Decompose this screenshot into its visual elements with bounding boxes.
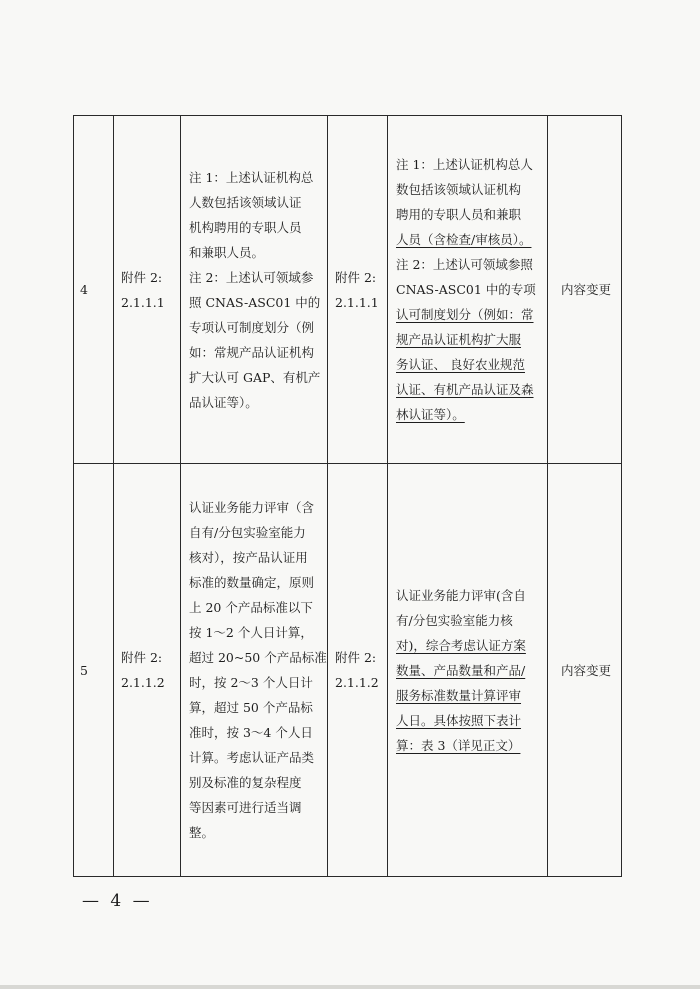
text-line: 注 1：上述认证机构总人	[396, 157, 533, 172]
comparison-table	[73, 115, 622, 877]
text-line: 标准的数量确定，原则	[189, 575, 315, 590]
text-line: 聘用的专职人员和兼职	[396, 207, 522, 222]
text-line: 计算。考虑认证产品类	[189, 750, 315, 765]
text-line: 算，超过 50 个产品标	[189, 700, 313, 715]
revised-text	[388, 464, 548, 877]
text-line: 自有/分包实验室能力	[189, 525, 306, 540]
text-line: 林认证等）。	[396, 407, 465, 422]
table-row	[74, 116, 622, 464]
text-line: 人员（含检查/审核员）。	[396, 232, 532, 247]
text-line: 准时，按 3～4 个人日	[189, 725, 313, 740]
page-number: — 4 —	[82, 891, 153, 911]
text-line: 人数包括该领域认证	[189, 194, 302, 210]
text-line: 算：表 3（详见正文）	[396, 737, 521, 753]
text-line: CNAS-ASC01 中的专项	[396, 282, 536, 297]
text-line: 上 20 个产品标准以下	[189, 600, 313, 615]
text-line: 有/分包实验室能力核	[396, 612, 513, 628]
text-line: 照 CNAS-ASC01 中的	[189, 294, 321, 310]
text-line: 数包括该领域认证机构	[396, 182, 522, 197]
text-line: 按 1～2 个人日计算，	[189, 625, 313, 640]
table-row	[74, 464, 622, 877]
text-line: 整。	[189, 825, 215, 840]
row-number: 5	[74, 464, 114, 877]
text-line: 等因素可进行适当调	[189, 800, 302, 815]
text-line: 注 1：上述认证机构总	[189, 169, 314, 185]
original-clause: 附件 2: 2.1.1.2	[114, 464, 181, 877]
text-line: 时，按 2～3 个人日计	[189, 675, 313, 690]
text-line: 别及标准的复杂程度	[189, 775, 302, 790]
revised-clause: 附件 2: 2.1.1.2	[328, 464, 388, 877]
revised-text	[388, 116, 548, 464]
original-clause: 附件 2: 2.1.1.1	[114, 116, 181, 464]
original-text	[181, 116, 328, 464]
text-line: 机构聘用的专职人员	[189, 219, 302, 235]
row-number: 4	[74, 116, 114, 464]
text-line: 规产品认证机构扩大服	[396, 332, 522, 347]
text-line: 核对），按产品认证用	[189, 550, 308, 565]
text-line: 服务标准数量计算评审	[396, 687, 522, 703]
change-type: 内容变更	[548, 116, 622, 464]
revised-clause: 附件 2: 2.1.1.1	[328, 116, 388, 464]
text-line: 认证业务能力评审(含自	[396, 587, 526, 603]
text-line: 超过 20~50 个产品标准	[189, 650, 327, 665]
text-line: 认证业务能力评审（含	[189, 500, 315, 515]
text-line: 人日。具体按照下表计	[396, 712, 522, 728]
text-line: 专项认可制度划分（例	[189, 319, 315, 335]
page-edge	[0, 985, 700, 989]
text-line: 对)，综合考虑认证方案	[396, 637, 526, 653]
text-line: 数量、产品数量和产品/	[396, 662, 526, 678]
text-line: 注 2：上述认可领域参	[189, 269, 314, 285]
text-line: 扩大认可 GAP、有机产	[189, 369, 321, 385]
change-type: 内容变更	[548, 464, 622, 877]
original-text	[181, 464, 328, 877]
text-line: 注 2：上述认可领域参照	[396, 257, 533, 272]
text-line: 如：常规产品认证机构	[189, 344, 315, 360]
text-line: 认证、有机产品认证及森	[396, 382, 534, 397]
text-line: 和兼职人员。	[189, 244, 265, 260]
text-line: 品认证等）。	[189, 394, 258, 410]
text-line: 务认证、 良好农业规范	[396, 357, 525, 372]
text-line: 认可制度划分（例如：常	[396, 307, 534, 322]
